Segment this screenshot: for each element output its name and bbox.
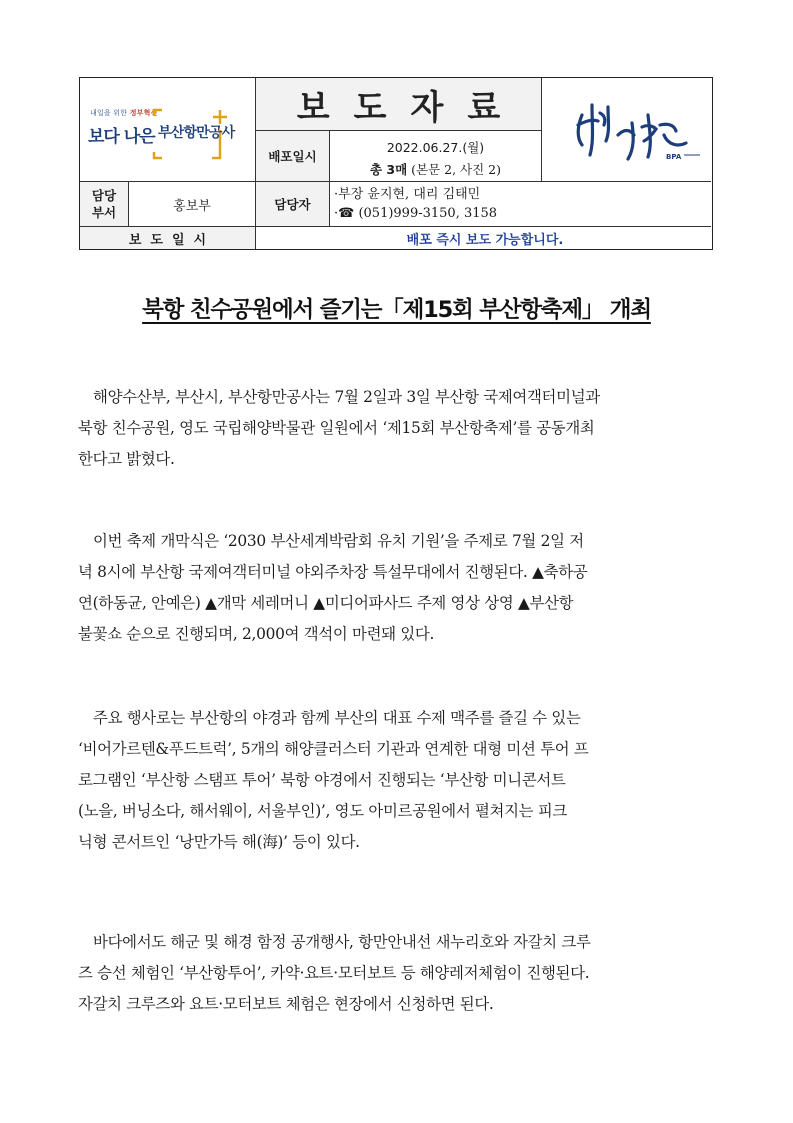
distribution-count <box>330 160 541 178</box>
paragraph-line: (노을, 버닝소다, 해서웨이, 서울부인)’, 영도 아미르공원에서 펼쳐지는 피크 <box>78 802 567 820</box>
paragraph-line: 연(하동균, 안예은) ▲개막 세레머니 ▲미디어파사드 주제 영상 상영 ▲부산항 <box>78 594 574 612</box>
paragraph-line: 바다에서도 해군 및 해경 함정 공개행사, 항만안내선 새누리호와 자갈치 크루 <box>93 933 591 951</box>
paragraph-line: 이번 축제 개막식은 ‘2030 부산세계박람회 유치 기원’을 주제로 7월 2일 저 <box>93 532 584 550</box>
logo-tagline <box>90 108 158 118</box>
contact-names: ·부장 윤지현, 대리 김태민 <box>334 187 481 202</box>
paragraph-line: 한다고 밝혔다. <box>78 450 175 468</box>
paragraph-line: 주요 행사로는 부산항의 야경과 함께 부산의 대표 수제 맥주를 즐길 수 있는 <box>93 709 581 727</box>
logo-tagline-prefix: 내일을 위한 <box>90 109 128 117</box>
paragraph-1 <box>78 382 716 475</box>
paragraph-line: 닉형 콘서트인 ‘낭만가득 해(海)’ 등이 있다. <box>78 833 360 851</box>
department-label <box>80 182 128 226</box>
contact-info <box>330 182 714 226</box>
distribution-count-detail: (본문 2, 사진 2) <box>407 162 502 177</box>
department-value: 홍보부 <box>173 198 211 214</box>
paragraph-2 <box>78 526 716 650</box>
slogan-logo <box>542 78 714 181</box>
press-time-label: 보도일시 <box>80 227 255 249</box>
paragraph-line: 즈 승선 체험인 ‘부산항투어’, 카약·요트·모터보트 등 해양레저체험이 진행된다. <box>78 964 590 982</box>
logo-brand: 보다 나은 <box>88 127 155 147</box>
press-release-title: 보도자료 <box>296 87 525 128</box>
press-release-title-cell <box>256 78 541 130</box>
contact-phone: ·☎ (051)999-3150, 3158 <box>334 206 498 221</box>
slogan-calligraphy-icon <box>548 85 708 175</box>
bpa-logo <box>80 78 255 181</box>
department-label-text: 담당 부서 <box>91 188 117 220</box>
paragraph-3 <box>78 703 716 858</box>
distribution-label: 배포일시 <box>256 131 329 181</box>
press-time-value: 배포 즉시 보도 가능합니다. <box>406 232 564 248</box>
press-release-header-table <box>79 77 713 250</box>
distribution-count-total: 총 3매 <box>369 162 408 177</box>
distribution-info <box>330 131 541 181</box>
logo-tagline-badge: 정부혁신 <box>129 109 158 117</box>
paragraph-line: 녁 8시에 부산항 국제여객터미널 야외주차장 특설무대에서 진행된다. ▲축하공 <box>78 563 588 581</box>
paragraph-line: 자갈치 크루즈와 요트·모터보트 체험은 현장에서 신청하면 된다. <box>78 995 494 1013</box>
paragraph-4 <box>78 927 716 1020</box>
distribution-date: 2022.06.27.(월) <box>386 140 485 155</box>
logo-org-name: 부산항만공사 <box>158 125 235 141</box>
paragraph-line: 해양수산부, 부산시, 부산항만공사는 7월 2일과 3일 부산항 국제여객터미널과 <box>93 388 600 406</box>
slogan-bpa-mark: BPA <box>666 152 682 161</box>
contact-label: 담당자 <box>256 182 329 226</box>
paragraph-line: 불꽃쇼 순으로 진행되며, 2,000여 객석이 마련돼 있다. <box>78 625 435 643</box>
paragraph-line: 북항 친수공원, 영도 국립해양박물관 일원에서 ‘제15회 부산항축제’를 공동개최 <box>78 419 595 437</box>
paragraph-line: ‘비어가르텐&푸드트럭’, 5개의 해양클러스터 기관과 연계한 대형 미션 투어 프 <box>78 740 589 758</box>
paragraph-line: 로그램인 ‘부산항 스탬프 투어’ 북항 야경에서 진행되는 ‘부산항 미니콘서트 <box>78 771 566 789</box>
headline: 북항 친수공원에서 즐기는「제15회 부산항축제」 개최 <box>142 297 651 323</box>
